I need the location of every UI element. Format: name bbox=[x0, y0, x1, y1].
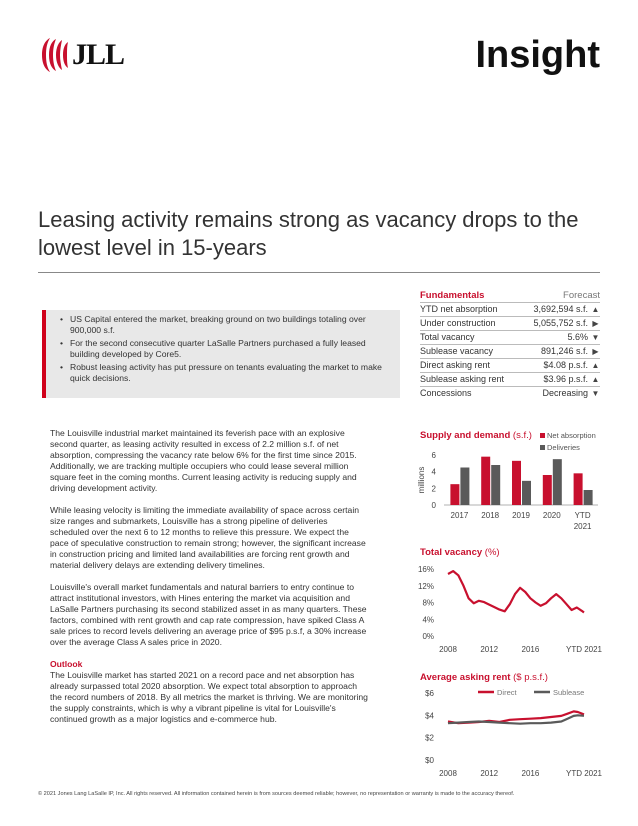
fundamentals-row-value: 3,692,594 s.f. bbox=[533, 304, 588, 314]
x-tick-label: 2018 bbox=[481, 511, 500, 520]
forecast-label: Forecast bbox=[563, 290, 600, 301]
fundamentals-row-value-wrap bbox=[567, 331, 600, 344]
headline-divider bbox=[38, 272, 600, 273]
highlights-list bbox=[42, 310, 400, 384]
y-tick-label: 0% bbox=[422, 632, 434, 641]
x-tick-label: 2016 bbox=[521, 645, 540, 654]
x-tick-label: 2016 bbox=[521, 769, 540, 778]
y-tick-label: 4 bbox=[431, 467, 436, 477]
trend-down-icon: ▼ bbox=[591, 389, 600, 398]
x-tick-label: 2017 bbox=[450, 511, 469, 520]
legend-label: Sublease bbox=[553, 688, 585, 697]
y-tick-label: $2 bbox=[425, 733, 434, 743]
fundamentals-row bbox=[420, 358, 600, 372]
vacancy-unit: (%) bbox=[484, 547, 500, 558]
fundamentals-row-value-wrap bbox=[533, 303, 600, 316]
body-paragraph: The Louisville market has started 2021 on a record pace and net absorption has already surpassed total 2020 absorption. We expect total absorption to approach the record numbers of 2018. By all metrics the market is thriving. We are monitoring the supply constraints, which is why a vibrant pipeline is vital for Louisville's continued growth as a major logistics and e-commerce hub. bbox=[50, 670, 368, 724]
fundamentals-row bbox=[420, 302, 600, 316]
body-text bbox=[50, 428, 368, 736]
supply-demand-unit: (s.f.) bbox=[512, 430, 532, 441]
x-tick-label: 2021 bbox=[573, 522, 592, 531]
fundamentals-row bbox=[420, 316, 600, 330]
legend-label: Direct bbox=[497, 688, 517, 697]
report-type-title: Insight bbox=[475, 34, 600, 76]
trend-up-icon: ▲ bbox=[591, 375, 600, 384]
y-tick-label: 0 bbox=[431, 501, 436, 510]
series-line-total-vacancy bbox=[448, 571, 584, 612]
y-tick-label: $6 bbox=[425, 689, 434, 698]
fundamentals-row-value: $4.08 p.s.f. bbox=[543, 360, 588, 370]
asking-rent-chart bbox=[412, 684, 608, 784]
fundamentals-row-value-wrap bbox=[541, 345, 600, 358]
highlights-accent-bar bbox=[42, 310, 46, 398]
logo-wordmark: JLL bbox=[72, 38, 125, 71]
fundamentals-row-label: Total vacancy bbox=[420, 332, 475, 342]
highlight-item: • US Capital entered the market, breaking ground on two buildings totaling over 900,000 s.f. bbox=[70, 314, 394, 336]
copyright-footer: © 2021 Jones Lang LaSalle IP, Inc. All rights reserved. All information contained herein is from sources deemed reliable; however, no representation or warranty is made to the accuracy thereof. bbox=[38, 791, 515, 797]
bar-net-absorption bbox=[450, 484, 459, 505]
y-tick-label: 2 bbox=[431, 484, 436, 494]
trend-right-icon: ▶ bbox=[592, 319, 599, 328]
bar-deliveries bbox=[460, 468, 469, 506]
bar-net-absorption bbox=[481, 457, 490, 505]
fundamentals-row-label: Under construction bbox=[420, 318, 496, 328]
fundamentals-row bbox=[420, 344, 600, 358]
x-tick-label: 2008 bbox=[439, 645, 457, 654]
fundamentals-row-label: Sublease vacancy bbox=[420, 346, 494, 356]
x-tick-label: 2020 bbox=[542, 511, 561, 520]
supply-demand-title-text: Supply and demand bbox=[420, 430, 511, 441]
fundamentals-row bbox=[420, 330, 600, 344]
y-tick-label: $4 bbox=[425, 711, 434, 721]
vacancy-title bbox=[420, 547, 500, 558]
y-tick-label: 16% bbox=[417, 565, 434, 574]
y-tick-label: 12% bbox=[417, 581, 434, 591]
body-paragraph: The Louisville industrial market maintained its feverish pace with an explosive second quarter, as leasing activity resulted in excess of 2.2 million s.f. of net absorption, compressing the vacancy rate below 6% for the first time since 2015. Additionally, we are tracking multiple occupiers who could lease several million square feet in the coming months. Current leasing activity is reducing supply and driving development activity. bbox=[50, 428, 357, 493]
y-tick-label: 8% bbox=[422, 598, 434, 608]
y-tick-label: 4% bbox=[422, 615, 434, 625]
x-tick-label: YTD 2021 bbox=[565, 769, 603, 778]
fundamentals-row-value: Decreasing bbox=[542, 388, 588, 398]
y-axis-label: millions bbox=[417, 466, 426, 494]
fundamentals-row-value: $3.96 p.s.f. bbox=[543, 374, 588, 384]
supply-demand-chart bbox=[412, 428, 608, 540]
body-paragraph: Louisville's overall market fundamentals and natural barriers to entry continue to attract institutional investors, with Hines entering the market via acquisition and LaSalle Partners purchasing its second stabilized asset in as many quarters. These factors, combined with rent growth and cap rate compression, have spiked Class A sale prices to record levels delivering an average price of $95 p.s.f, a 30% increase over the average Class A sales price in 2020. bbox=[50, 582, 367, 647]
fundamentals-row bbox=[420, 386, 600, 400]
y-tick-label: $0 bbox=[425, 756, 434, 765]
fundamentals-row-label: Direct asking rent bbox=[420, 360, 491, 370]
trend-up-icon: ▲ bbox=[591, 361, 600, 370]
fundamentals-header bbox=[420, 290, 600, 302]
body-paragraph: While leasing velocity is limiting the immediate availability of space across certain size ranges and submarkets, Louisville has a strong pipeline of deliveries scheduled over the next 6 to 12 months to relieve this pressure. We expect the pace of speculative construction to remain strong; however, the significant increase in construction pricing and limited land availabilities are forcing rent growth and material delivery delays are extending delivery timelines. bbox=[50, 505, 366, 570]
page-headline: Leasing activity remains strong as vacancy drops to the lowest level in 15-years bbox=[38, 207, 579, 260]
asking-rent-title bbox=[420, 672, 548, 683]
x-tick-label: YTD 2021 bbox=[565, 645, 603, 654]
trend-down-icon: ▼ bbox=[591, 333, 600, 342]
y-tick-label: 6 bbox=[431, 451, 436, 460]
fundamentals-title: Fundamentals bbox=[420, 290, 485, 301]
legend-swatch bbox=[540, 445, 545, 450]
fundamentals-row-value-wrap bbox=[543, 373, 600, 386]
legend-label: Deliveries bbox=[547, 443, 580, 452]
vacancy-chart bbox=[412, 560, 608, 660]
fundamentals-table bbox=[420, 290, 600, 400]
x-tick-label: 2019 bbox=[512, 511, 530, 520]
highlight-item: • For the second consecutive quarter LaSalle Partners purchased a fully leased building developed by Core5. bbox=[70, 338, 394, 360]
fundamentals-row-value: 5.6% bbox=[567, 332, 588, 342]
highlights-box bbox=[42, 310, 400, 398]
fundamentals-row-label: YTD net absorption bbox=[420, 304, 498, 314]
fundamentals-row-value: 5,055,752 s.f. bbox=[533, 318, 588, 328]
bar-net-absorption bbox=[574, 473, 583, 505]
x-tick-label: 2008 bbox=[439, 769, 457, 778]
trend-up-icon: ▲ bbox=[591, 305, 600, 314]
bar-deliveries bbox=[491, 465, 500, 505]
fundamentals-row-value-wrap bbox=[542, 387, 600, 400]
fundamentals-row bbox=[420, 372, 600, 386]
outlook-heading: Outlook bbox=[50, 659, 83, 669]
fundamentals-row-label: Sublease asking rent bbox=[420, 374, 505, 384]
fundamentals-row-label: Concessions bbox=[420, 388, 472, 398]
vacancy-title-text: Total vacancy bbox=[420, 547, 483, 558]
x-tick-label: 2012 bbox=[480, 645, 499, 654]
bar-net-absorption bbox=[512, 461, 521, 505]
x-tick-label: 2012 bbox=[480, 769, 499, 778]
bar-deliveries bbox=[522, 481, 531, 505]
legend-label: Net absorption bbox=[547, 431, 596, 440]
trend-right-icon: ▶ bbox=[592, 347, 599, 356]
asking-rent-title-text: Average asking rent bbox=[420, 672, 511, 683]
bar-deliveries bbox=[553, 459, 562, 505]
bar-deliveries bbox=[584, 490, 593, 505]
fundamentals-row-value-wrap bbox=[543, 359, 600, 372]
bar-net-absorption bbox=[543, 475, 552, 505]
x-tick-label: YTD bbox=[574, 511, 591, 520]
fundamentals-row-value: 891,246 s.f. bbox=[540, 346, 588, 356]
asking-rent-unit: ($ p.s.f.) bbox=[513, 672, 548, 683]
fundamentals-row-value-wrap bbox=[533, 317, 600, 330]
legend-swatch bbox=[540, 433, 545, 438]
highlight-item: • Robust leasing activity has put pressure on tenants evaluating the market to make quick decisions. bbox=[70, 362, 394, 384]
